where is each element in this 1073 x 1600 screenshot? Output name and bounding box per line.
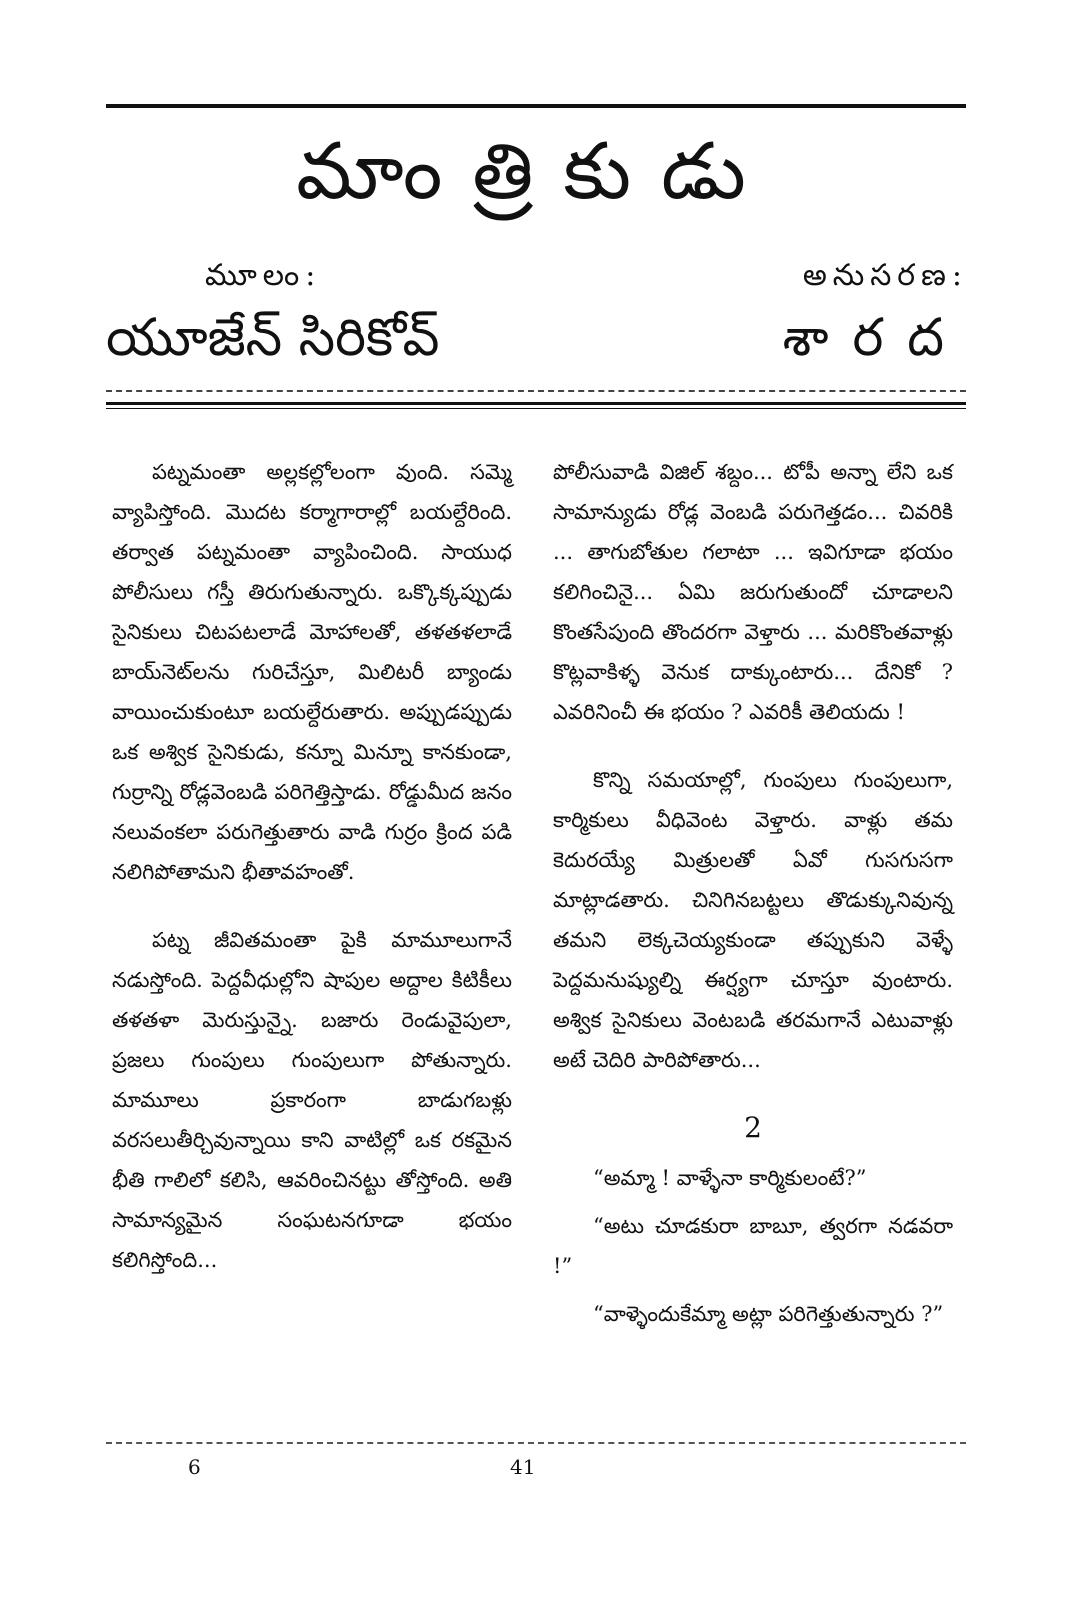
paragraph: పట్న జీవితమంతా పైకి మామూలుగానే నడుస్తోంది. పెద్దవీధుల్లోని షాపుల అద్దాల కిటికీలు తళతళా మెరుస్తున్నై. బజారు రెండువైపులా, ప్రజలు గుంపులు గుంపులుగా పోతున్నారు. మామూలు ప్రకారంగా బాడుగబళ్లు వరసలుతీర్చివున్నాయి కాని వాటిల్లో ఒక రకమైన భీతి గాలిలో కలిసి, ఆవరించినట్టు తోస్తోంది. అతి సామాన్యమైన సంఘటనగూడా భయం కలిగిస్తోంది... bbox=[112, 928, 512, 1272]
bottom-rule bbox=[106, 1442, 966, 1444]
left-column bbox=[112, 452, 512, 1308]
paragraph: పట్నమంతా అల్లకల్లోలంగా వుంది. సమ్మె వ్యాపిస్తోంది. మొదట కర్మాగారాల్లో బయల్దేరింది. తర్వాత పట్నమంతా వ్యాపించింది. సాయుధ పోలీసులు గస్తీ తిరుగుతున్నారు. ఒక్కొక్కప్పుడు సైనికులు చిటపటలాడే మోహాలతో, తళతళలాడే బాయ్‌నెట్‌లను గురిచేస్తూ, మిలిటరీ బ్యాండు వాయించుకుంటూ బయల్దేరుతారు. అప్పుడప్పుడు ఒక అశ్విక సైనికుడు, కన్నూ మిన్నూ కానకుండా, గుర్రాన్ని రోడ్లవెంబడి పరిగెత్తిస్తాడు. రోడ్డుమీద జనం నలువంకలా పరుగెత్తుతారు వాడి గుర్రం క్రింద పడి నలిగిపోతామని భీతావహంతో. bbox=[112, 460, 512, 884]
header-double-rule-thin bbox=[106, 408, 966, 409]
dialogue-line: “అమ్మా ! వాళ్ళేనా కార్మికులంటే?” bbox=[593, 1166, 867, 1190]
header-double-rule bbox=[106, 402, 966, 405]
paragraph: పోలీసువాడి విజిల్ శబ్దం... టోపీ అన్నా లేని ఒక సామాన్యుడు రోడ్ల వెంబడి పరుగెత్తడం... చివరికి ... తాగుబోతుల గలాటా ... ఇవిగూడా భయం కలిగించినై... ఏమి జరుగుతుందో చూడాలని కొంతసేపుంది తొందరగా వెళ్తారు ... మరికొంతవాళ్లు కొట్లవాకిళ్ళ వెనుక దాక్కుంటారు... దేనికో ? ఎవరినించీ ఈ భయం ? ఎవరికీ తెలియదు ! bbox=[553, 460, 953, 724]
original-label: మూలం: bbox=[205, 258, 322, 293]
adapter-name: శారద bbox=[782, 308, 968, 368]
right-column bbox=[553, 452, 953, 1342]
footer-left-number: 6 bbox=[188, 1455, 201, 1479]
header-dashed-rule bbox=[106, 390, 966, 392]
story-title: మాంత్రికుడు bbox=[296, 127, 776, 217]
dialogue-line: “అటు చూడకురా బాబూ, త్వరగా నడవరా !” bbox=[553, 1214, 953, 1278]
page-number: 41 bbox=[510, 1455, 536, 1479]
section-number: 2 bbox=[744, 1111, 762, 1144]
author-name: యూజేన్ సిరికోవ్ bbox=[106, 308, 440, 368]
paragraph: కొన్ని సమయాల్లో, గుంపులు గుంపులుగా, కార్మికులు వీధివెంట వెళ్తారు. వాళ్లు తమ కెదురయ్యే మిత్రులతో ఏవో గుసగుసగా మాట్లాడతారు. చినిగినబట్టలు తొడుక్కునివున్న తమని లెక్కచెయ్యకుండా తప్పుకుని వెళ్ళే పెద్దమనుష్యుల్ని ఈర్ష్యగా చూస్తూ వుంటారు. అశ్విక సైనికులు వెంటబడి తరమగానే ఎటువాళ్లు అటే చెదిరి పారిపోతారు... bbox=[553, 768, 953, 1072]
dialogue-line: “వాళ్ళెందుకేమ్మా అట్లా పరిగెత్తుతున్నారు ?” bbox=[593, 1302, 944, 1326]
adaptation-label: అనుసరణ: bbox=[802, 258, 968, 293]
top-rule bbox=[106, 104, 966, 108]
